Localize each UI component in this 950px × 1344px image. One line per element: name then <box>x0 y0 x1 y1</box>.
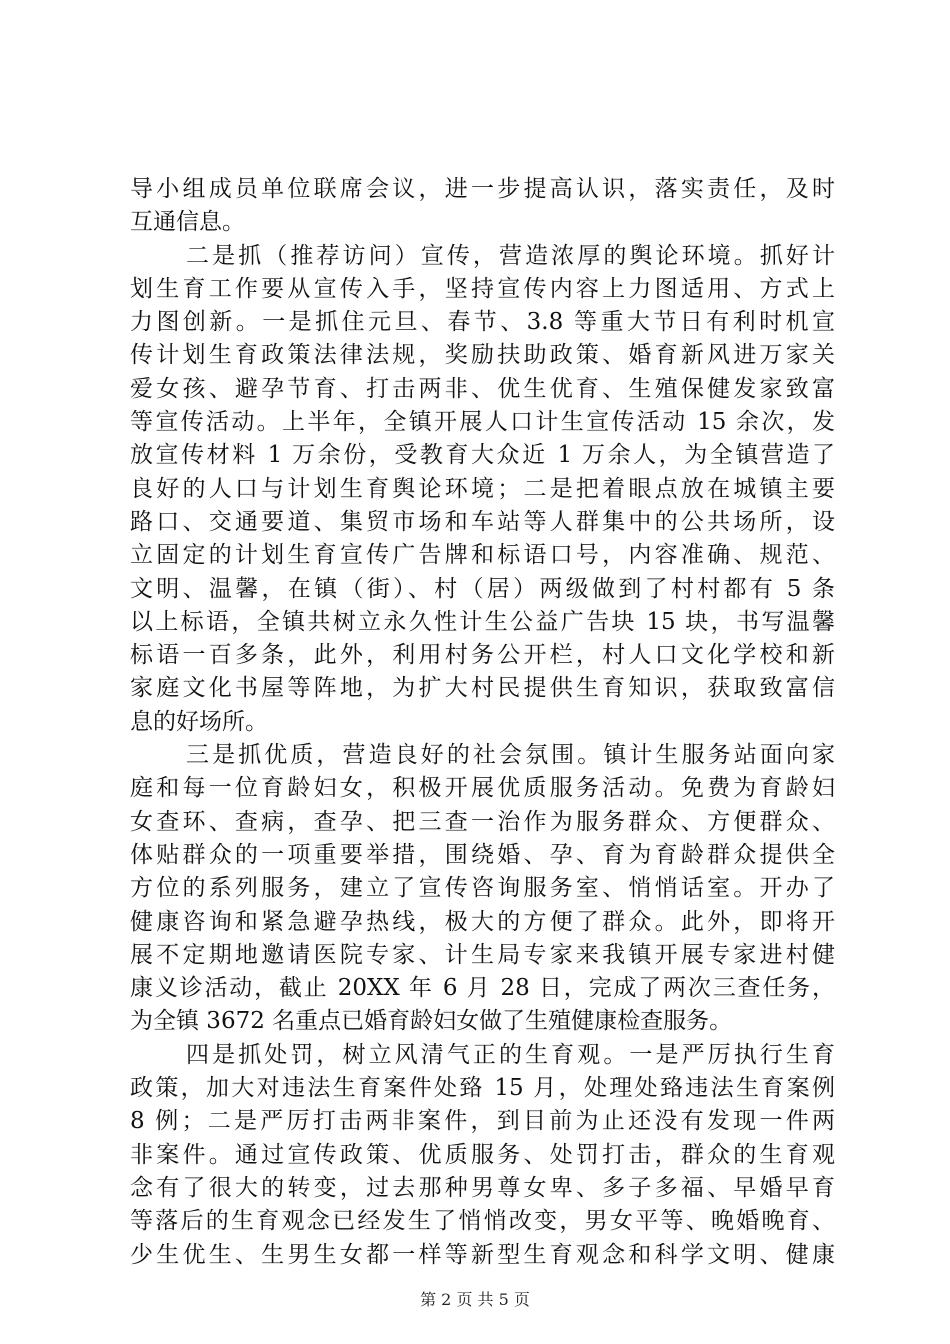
text-line: 力图创新。一是抓住元旦、春节、3.8 等重大节日有利时机宣 <box>130 309 835 336</box>
text-line: 划生育工作要从宣传入手，坚持宣传内容上力图适用、方式上 <box>130 275 835 302</box>
text-line: 康义诊活动，截止 20XX 年 6 月 28 日，完成了两次三查任务， <box>130 975 835 1002</box>
text-line: 传计划生育政策法律法规，奖励扶助政策、婚育新风进万家关 <box>130 342 835 369</box>
text-line: 标语一百多条，此外，利用村务公开栏，村人口文化学校和新 <box>130 642 835 669</box>
text-line: 展不定期地邀请医院专家、计生局专家来我镇开展专家进村健 <box>130 941 835 968</box>
text-line: 良好的人口与计划生育舆论环境；二是把着眼点放在城镇主要 <box>130 475 835 502</box>
text-line: 爱女孩、避孕节育、打击两非、优生优育、生殖保健发家致富 <box>130 375 835 402</box>
document-body <box>130 173 835 1272</box>
text-line: 文明、温馨，在镇（街）、村（居）两级做到了村村都有 5 条 <box>130 575 835 602</box>
text-line: 三是抓优质，营造良好的社会氛围。镇计生服务站面向家 <box>186 742 835 769</box>
text-line: 息的好场所。 <box>130 708 268 735</box>
text-line: 方位的系列服务，建立了宣传咨询服务室、悄悄话室。开办了 <box>130 875 835 902</box>
text-line: 非案件。通过宣传政策、优质服务、处罚打击，群众的生育观 <box>130 1141 835 1168</box>
text-line: 路口、交通要道、集贸市场和车站等人群集中的公共场所，设 <box>130 508 835 535</box>
page-footer: 第 2 页 共 5 页 <box>420 1290 530 1309</box>
text-line: 体贴群众的一项重要举措，围绕婚、孕、育为育龄群众提供全 <box>130 841 835 868</box>
text-line: 政策，加大对违法生育案件处臵 15 月，处理处臵违法生育案例 <box>130 1075 835 1102</box>
text-line: 女查环、查病，查孕、把三查一治作为服务群众、方便群众、 <box>130 808 835 835</box>
text-line: 立固定的计划生育宣传广告牌和标语口号，内容准确、规范、 <box>130 542 835 569</box>
text-line: 为全镇 3672 名重点已婚育龄妇女做了生殖健康检查服务。 <box>130 1008 733 1035</box>
text-line: 四是抓处罚，树立风清气正的生育观。一是严厉执行生育 <box>186 1041 835 1068</box>
text-line: 互通信息。 <box>130 209 245 236</box>
text-line: 等宣传活动。上半年，全镇开展人口计生宣传活动 15 余次，发 <box>130 409 835 436</box>
text-line: 念有了很大的转变，过去那种男尊女卑、多子多福、早婚早育 <box>130 1174 835 1201</box>
text-line: 等落后的生育观念已经发生了悄悄改变，男女平等、晚婚晚育、 <box>130 1208 835 1235</box>
text-line: 少生优生、生男生女都一样等新型生育观念和科学文明、健康 <box>130 1241 835 1268</box>
text-line: 放宣传材料 1 万余份，受教育大众近 1 万余人，为全镇营造了 <box>130 442 835 469</box>
text-line: 以上标语，全镇共树立永久性计生公益广告块 15 块，书写温馨 <box>130 608 835 635</box>
text-line: 8 例；二是严厉打击两非案件，到目前为止还没有发现一件两 <box>130 1108 835 1135</box>
text-line: 家庭文化书屋等阵地，为扩大村民提供生育知识，获取致富信 <box>130 675 835 702</box>
text-line: 庭和每一位育龄妇女，积极开展优质服务活动。免费为育龄妇 <box>130 775 835 802</box>
text-line: 健康咨询和紧急避孕热线，极大的方便了群众。此外，即将开 <box>130 908 835 935</box>
text-line: 二是抓（推荐访问）宣传，营造浓厚的舆论环境。抓好计 <box>186 242 835 269</box>
text-line: 导小组成员单位联席会议，进一步提高认识，落实责任，及时 <box>130 176 835 202</box>
